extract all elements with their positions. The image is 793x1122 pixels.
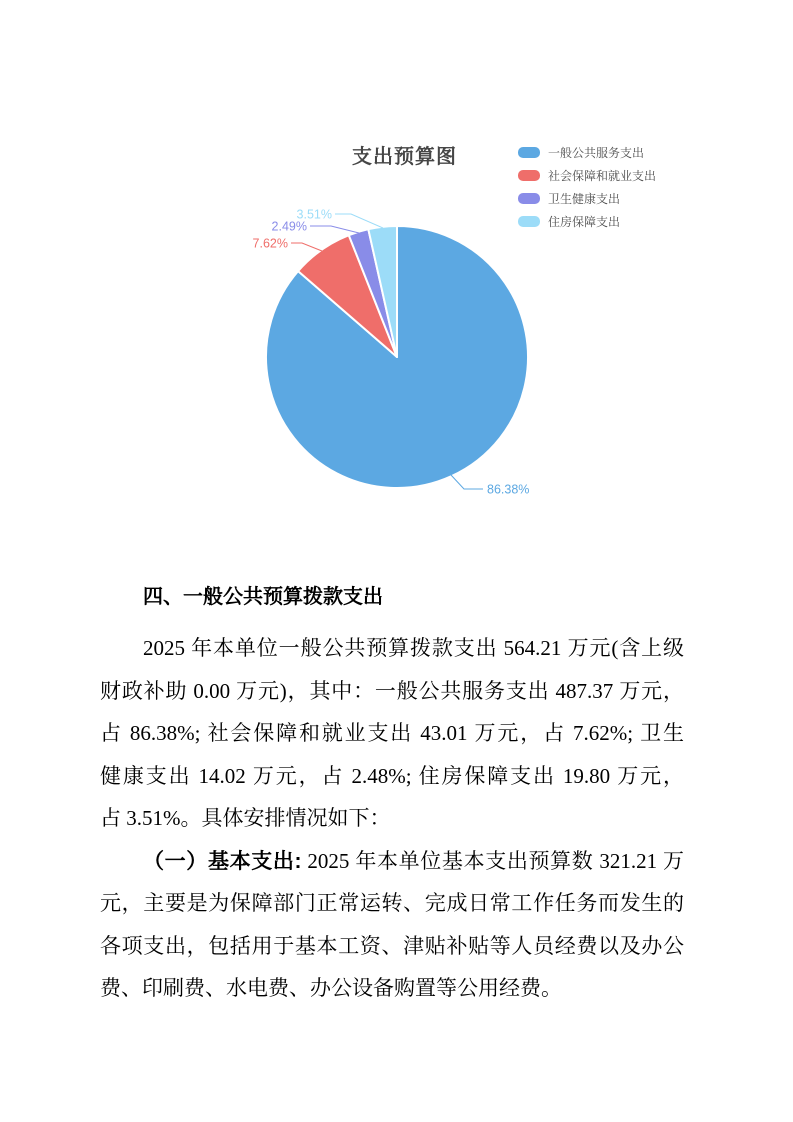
chart-title: 支出预算图 bbox=[352, 146, 457, 168]
legend-swatch-icon bbox=[518, 216, 540, 227]
body-line: 费、印刷费、水电费、办公设备购置等公用经费。 bbox=[100, 976, 562, 1000]
pie-leader-line-0 bbox=[451, 475, 483, 489]
legend-swatch-icon bbox=[518, 147, 540, 158]
legend-item-health bbox=[518, 187, 656, 210]
document-body bbox=[100, 584, 684, 1010]
legend-item-general-public-services bbox=[518, 141, 656, 164]
body-line: 健康支出 14.02 万元，占 2.48%; 住房保障支出 19.80 万元， bbox=[100, 763, 684, 788]
legend-swatch-icon bbox=[518, 170, 540, 181]
body-line: 2025 年本单位一般公共预算拨款支出 564.21 万元(含上级 bbox=[143, 636, 684, 660]
section-heading: 四、一般公共预算拨款支出 bbox=[143, 586, 383, 608]
pie-leader-line-1 bbox=[291, 243, 322, 251]
pie-percent-label-3: 3.51% bbox=[296, 207, 332, 222]
body-line bbox=[100, 840, 684, 883]
body-line: 各项支出，包括用于基本工资、津贴补贴等人员经费以及办公 bbox=[100, 933, 684, 958]
body-line: 占 86.38%; 社会保障和就业支出 43.01 万元，占 7.62%; 卫生 bbox=[100, 721, 684, 745]
pie-percent-label-0: 86.38% bbox=[487, 482, 530, 497]
legend-item-social-security-employment bbox=[518, 164, 656, 187]
basic-expenditure-lead-rest: 2025 年本单位基本支出预算数 321.21 万 bbox=[301, 848, 684, 873]
legend-label: 一般公共服务支出 bbox=[548, 146, 645, 160]
legend-label: 社会保障和就业支出 bbox=[548, 169, 657, 183]
legend-item-housing-security bbox=[518, 210, 656, 233]
pie-chart bbox=[0, 0, 793, 560]
chart-legend bbox=[518, 141, 656, 233]
pie-percent-label-1: 7.62% bbox=[252, 236, 288, 251]
body-line: 占 3.51%。具体安排情况如下： bbox=[100, 806, 391, 830]
body-line: 元，主要是为保障部门正常运转、完成日常工作任务而发生的 bbox=[100, 891, 684, 915]
basic-expenditure-lead: （一）基本支出: bbox=[143, 849, 302, 873]
pie-percent-label-2: 2.49% bbox=[271, 219, 307, 234]
legend-label: 住房保障支出 bbox=[548, 215, 621, 229]
pie-leader-line-3 bbox=[335, 214, 383, 228]
body-line: 财政补助 0.00 万元)，其中：一般公共服务支出 487.37 万元， bbox=[100, 678, 684, 703]
pie-leader-line-2 bbox=[310, 226, 359, 233]
legend-swatch-icon bbox=[518, 193, 540, 204]
legend-label: 卫生健康支出 bbox=[548, 192, 621, 206]
